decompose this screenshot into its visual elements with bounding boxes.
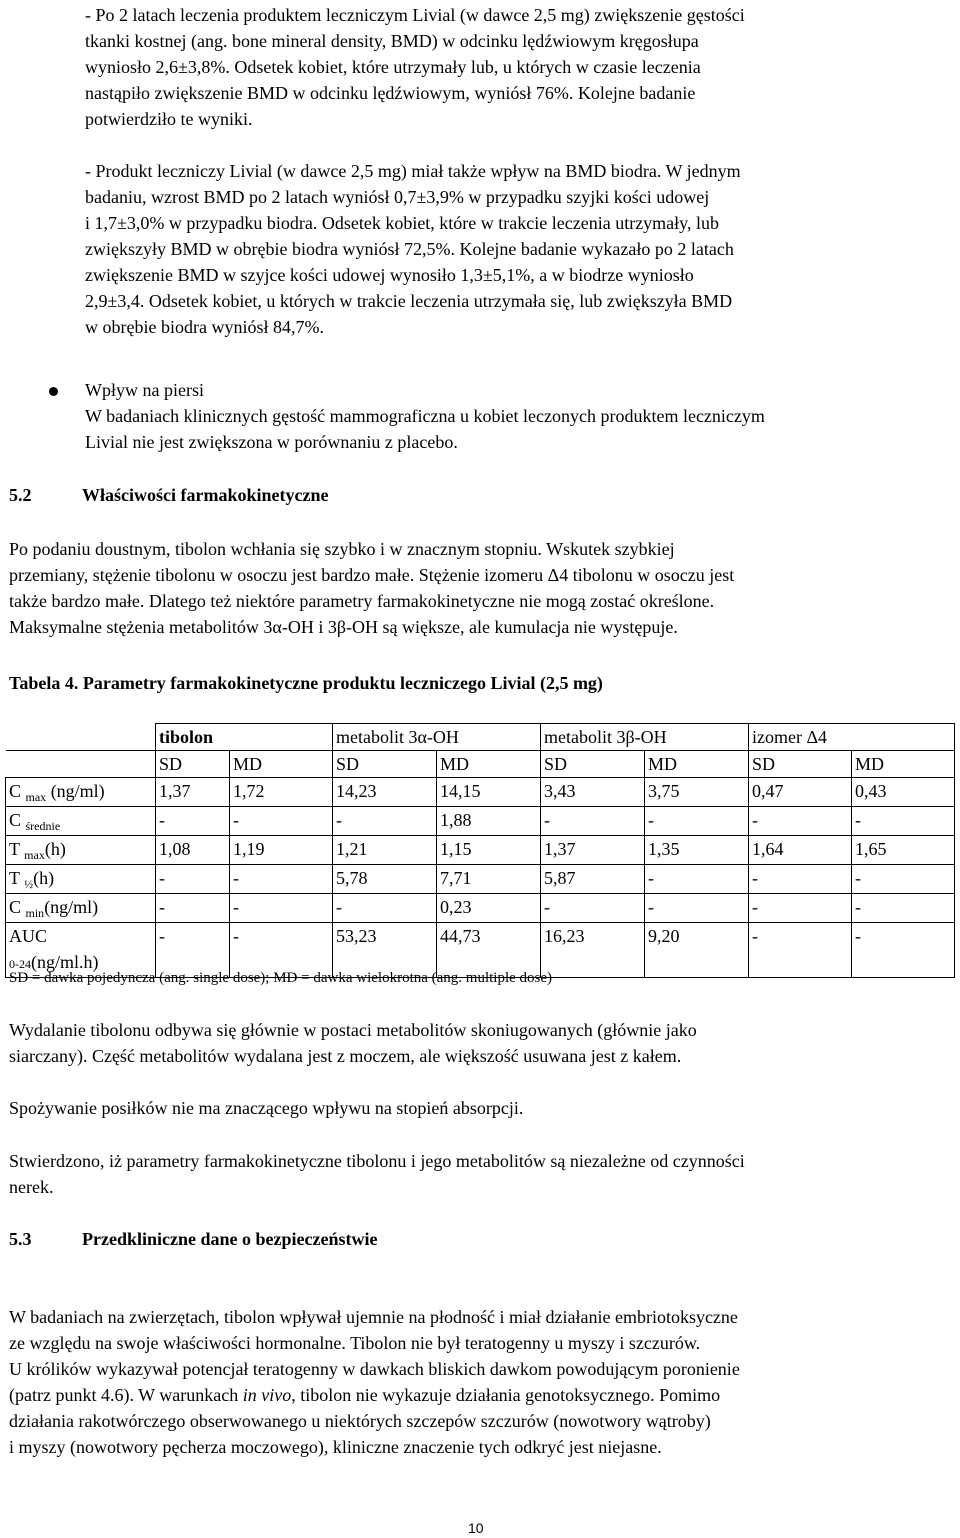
table-group-header: tibolon [156,724,333,751]
bullet-icon [49,387,58,396]
row-label-main: C [9,810,22,830]
table-group-header: metabolit 3β-OH [541,724,749,751]
table-cell: - [541,807,645,836]
text-line: W badaniach klinicznych gęstość mammograficzna u kobiet leczonych produktem leczniczym [85,406,765,426]
text-line: działania rakotwórczego obserwowanego u niektórych szczepów szczurów (nowotwory wątroby) [9,1411,711,1431]
text-line: zwiększenie BMD w szyjce kości udowej wynosiło 1,3±5,1%, a w biodrze wyniosło [85,265,694,285]
text-line: Wydalanie tibolonu odbywa się głównie w postaci metabolitów skoniugowanych (głównie jako [9,1020,697,1040]
paragraph-pk-intro [9,536,734,640]
table-cell: - [156,807,230,836]
table-cell: 1,37 [541,836,645,865]
table-group-header: metabolit 3α-OH [333,724,541,751]
table-subheader: MD [437,751,541,778]
table-cell: 5,78 [333,865,437,894]
text-line: Livial nie jest zwiększona w porównaniu z placebo. [85,432,458,452]
table-cell: 3,43 [541,778,645,807]
table-cell: - [749,894,852,923]
text-line: zwiększyły BMD w obrębie biodra wyniósł 72,5%. Kolejne badanie wykazało po 2 latach [85,239,734,259]
row-label-main: C [9,897,22,917]
text-line: i 1,7±3,0% w przypadku biodra. Odsetek kobiet, które w trakcie leczenia utrzymały, lub [85,213,720,233]
text-segment: , tibolon nie wykazuje działania genotoksycznego. Pomimo [291,1385,721,1405]
text-line: U królików wykazywał potencjał teratogenny w dawkach bliskich dawkom powodującym poronienie [9,1359,740,1379]
text-line: ze względu na swoje właściwości hormonalne. Tibolon nie był teratogenny u myszy i szczurów. [9,1333,701,1353]
table-cell: 1,65 [852,836,955,865]
row-label-subscript: średnie [25,819,61,833]
table-cell: - [852,923,955,978]
row-label-unit: (ng/ml.h) [31,952,99,972]
table-subheader: SD [749,751,852,778]
text-line: siarczany). Część metabolitów wydalana jest z moczem, ale większość usuwana jest z kałem. [9,1046,682,1066]
italic-term: in vivo [242,1385,292,1405]
table-cell: - [333,807,437,836]
text-line: badaniu, wzrost BMD po 2 latach wyniósł 0,7±3,9% w przypadku szyjki kości udowej [85,187,710,207]
table-cell: 1,19 [230,836,333,865]
text-line: wyniosło 2,6±3,8%. Odsetek kobiet, które utrzymały lub, u których w czasie leczenia [85,57,701,77]
table-cell: 1,15 [437,836,541,865]
table-caption: Tabela 4. Parametry farmakokinetyczne produktu leczniczego Livial (2,5 mg) [9,673,603,693]
table-cell: 7,71 [437,865,541,894]
row-label-unit: (h) [33,868,55,888]
table-cell: - [852,894,955,923]
table-subheader: SD [333,751,437,778]
table-cell: - [749,865,852,894]
table-cell: 1,72 [230,778,333,807]
text-line: przemiany, stężenie tibolonu w osoczu jest bardzo małe. Stężenie izomeru Δ4 tibolonu w osoczu jest [9,565,735,585]
row-label [6,836,156,865]
paragraph-excretion [9,1017,697,1069]
table-cell: 0,47 [749,778,852,807]
paragraph-kidney [9,1148,745,1200]
row-label [6,865,156,894]
table-cell: - [852,865,955,894]
row-label-subscript: max [25,790,47,804]
table-corner [6,751,156,778]
table-row [6,836,955,865]
text-line: Spożywanie posiłków nie ma znaczącego wpływu na stopień absorpcji. [9,1098,524,1118]
row-label-subscript: ½ [24,877,34,891]
table-corner [6,724,156,751]
row-label-subscript: min [25,906,45,920]
text-line: W badaniach na zwierzętach, tibolon wpływał ujemnie na płodność i miał działanie embriotoksyczne [9,1307,738,1327]
table-subheader: SD [541,751,645,778]
table-row [6,778,955,807]
table-header-row [6,724,955,751]
table-footnote: SD = dawka pojedyncza (ang. single dose); MD = dawka wielokrotna (ang. multiple dose) [9,970,553,986]
row-label-subscript: 0-24 [9,957,31,971]
table-cell: - [230,865,333,894]
table-row [6,894,955,923]
table-subheader: SD [156,751,230,778]
section-number: 5.3 [9,1229,32,1249]
table-cell: 53,23 [333,923,437,978]
table-subheader: MD [645,751,749,778]
table-cell: 1,35 [645,836,749,865]
table-cell: 1,64 [749,836,852,865]
table-group-header: izomer Δ4 [749,724,955,751]
row-label-main: T [9,868,20,888]
table-cell: - [645,865,749,894]
row-label-unit: (h) [44,839,66,859]
table-cell: - [645,807,749,836]
text-line: i myszy (nowotwory pęcherza moczowego), kliniczne znaczenie tych odkryć jest niejasne. [9,1437,662,1457]
table-cell: 1,88 [437,807,541,836]
breast-effect-item [85,377,765,455]
row-label-main: AUC [9,926,48,946]
text-line: także bardzo małe. Dlatego też niektóre parametry farmakokinetyczne nie mogą zostać określone. [9,591,715,611]
text-line [9,1382,740,1408]
table-subheader: MD [230,751,333,778]
table-cell: - [230,923,333,978]
section-title: Właściwości farmakokinetyczne [82,485,329,505]
table-cell: - [645,894,749,923]
text-segment: (patrz punkt 4.6). W warunkach [9,1385,243,1405]
table-cell: - [749,807,852,836]
table-cell: 1,37 [156,778,230,807]
row-label [6,778,156,807]
text-line: tkanki kostnej (ang. bone mineral density, BMD) w odcinku lędźwiowym kręgosłupa [85,31,699,51]
table-cell: 0,43 [852,778,955,807]
table-cell: 5,87 [541,865,645,894]
text-line: 2,9±3,4. Odsetek kobiet, u których w trakcie leczenia utrzymała się, lub zwiększyła BMD [85,291,733,311]
text-line: potwierdziło te wyniki. [85,109,253,129]
table-cell: - [156,865,230,894]
row-label-main: C [9,781,22,801]
table-cell: 1,08 [156,836,230,865]
table-cell: 14,15 [437,778,541,807]
table-cell: 16,23 [541,923,645,978]
table-cell: 1,21 [333,836,437,865]
table-cell: - [230,807,333,836]
table-cell: - [333,894,437,923]
row-label [6,807,156,836]
row-label-main: T [9,839,20,859]
text-line: nerek. [9,1177,54,1197]
pk-table [5,723,955,978]
table-cell: 0,23 [437,894,541,923]
paragraph-bmd-hip [85,158,741,340]
text-line: Maksymalne stężenia metabolitów 3α-OH i 3β-OH są większe, ale kumulacja nie występuje. [9,617,678,637]
table-cell: 3,75 [645,778,749,807]
text-line: - Produkt leczniczy Livial (w dawce 2,5 mg) miał także wpływ na BMD biodra. W jednym [85,161,741,181]
section-number: 5.2 [9,485,32,505]
table-row [6,807,955,836]
paragraph-bmd-spine [85,2,745,132]
text-line: nastąpiło zwiększenie BMD w odcinku lędźwiowym, wyniósł 76%. Kolejne badanie [85,83,696,103]
row-label-subscript: max [24,848,45,862]
text-line: Po podaniu doustnym, tibolon wchłania się szybko i w znacznym stopniu. Wskutek szybkiej [9,539,675,559]
page-number: 10 [468,1520,484,1536]
row-label [6,894,156,923]
table-cell: - [749,923,852,978]
table-cell: 9,20 [645,923,749,978]
bullet-heading: Wpływ na piersi [85,380,204,400]
row-label-unit: (ng/ml) [44,897,99,917]
text-line: - Po 2 latach leczenia produktem leczniczym Livial (w dawce 2,5 mg) zwiększenie gęstości [85,5,745,25]
paragraph-preclinical [9,1304,740,1460]
table-cell: 14,23 [333,778,437,807]
table-subheader-row [6,751,955,778]
table-cell: - [541,894,645,923]
table-row [6,865,955,894]
section-title: Przedkliniczne dane o bezpieczeństwie [82,1229,378,1249]
row-label-unit: (ng/ml) [46,781,105,801]
text-line: Stwierdzono, iż parametry farmakokinetyczne tibolonu i jego metabolitów są niezależne od czynności [9,1151,745,1171]
table-cell: - [230,894,333,923]
table-cell: - [852,807,955,836]
text-line: w obrębie biodra wyniósł 84,7%. [85,317,324,337]
table-cell: 44,73 [437,923,541,978]
paragraph-food-effect [9,1095,523,1121]
table-cell: - [156,894,230,923]
table-cell: - [156,923,230,978]
table-subheader: MD [852,751,955,778]
